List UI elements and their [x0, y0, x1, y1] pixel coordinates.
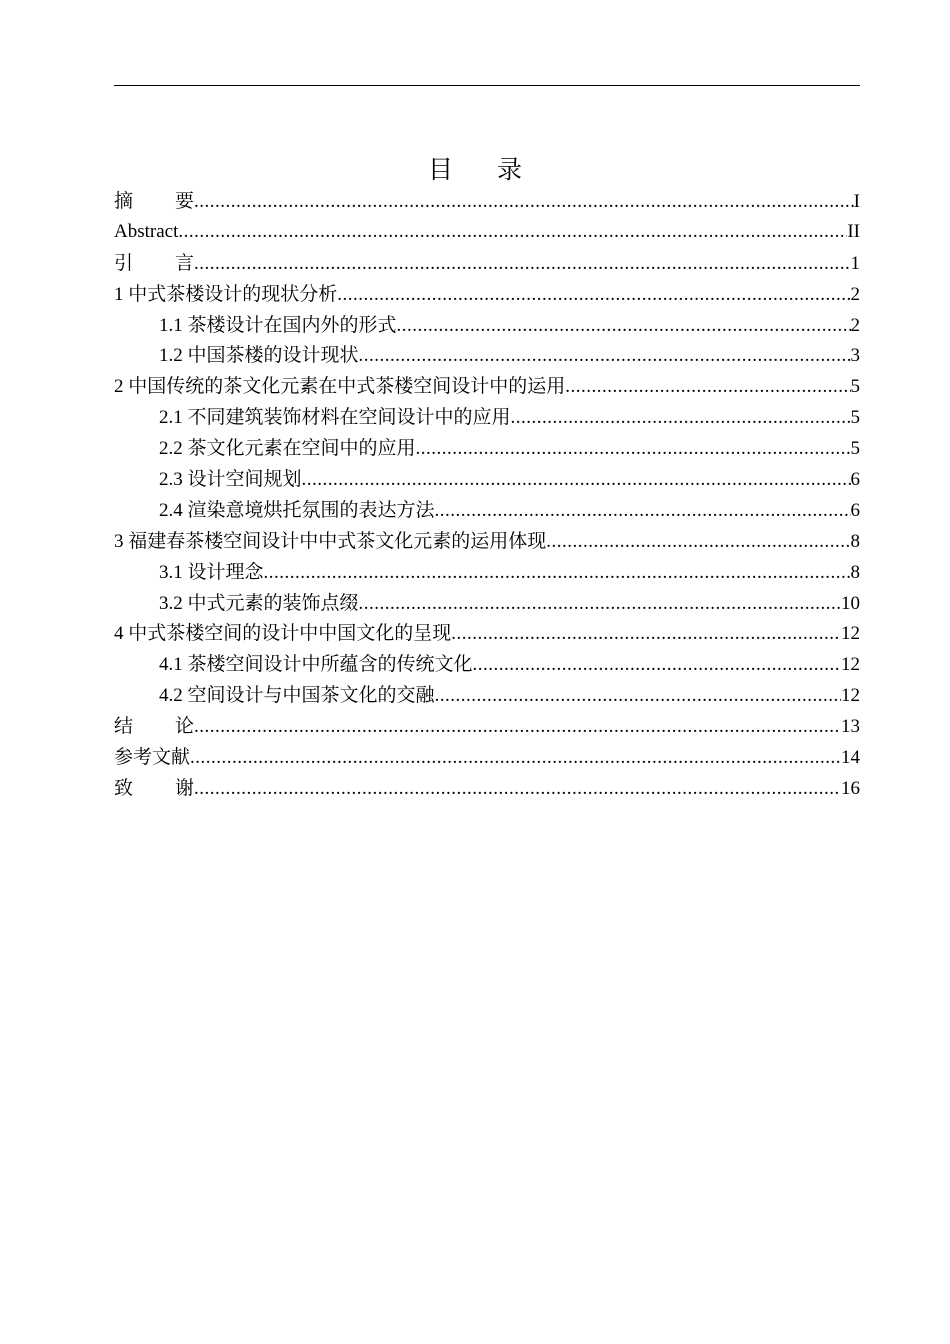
toc-entry-text: 中式元素的装饰点缀 — [187, 591, 359, 614]
toc-entry[interactable] — [114, 248, 860, 279]
toc-entry-text: 不同建筑装饰材料在空间设计中的应用 — [187, 406, 511, 429]
toc-entry-text: 摘 — [114, 190, 134, 212]
toc-entry[interactable] — [114, 340, 860, 371]
toc-entry[interactable] — [114, 186, 860, 217]
toc-entry-label — [114, 279, 337, 310]
toc-entry-text: 参考文献 — [114, 746, 191, 769]
toc-page-number: 8 — [850, 530, 860, 552]
toc-entry-text: 中式茶楼设计的现状分析 — [128, 282, 338, 305]
toc-entry-text: 茶楼空间设计中所蕴含的传统文化 — [187, 653, 473, 676]
toc-entry[interactable] — [114, 680, 860, 711]
toc-page-number: I — [853, 191, 860, 212]
toc-dot-leader — [178, 217, 847, 248]
toc-entry-number: 1.2 — [159, 345, 188, 367]
toc-entry-label — [159, 588, 359, 619]
toc-entry-text: 结 — [114, 715, 134, 738]
toc-entry[interactable] — [114, 495, 860, 526]
toc-page-number: 12 — [841, 654, 860, 676]
toc-entry-label — [114, 186, 194, 217]
toc-entry-number: 2.2 — [159, 438, 188, 460]
toc-entry-text-2: 论 — [175, 715, 195, 738]
toc-title-char-1: 目 — [427, 155, 453, 184]
toc-dot-leader — [337, 280, 850, 310]
toc-entry[interactable] — [114, 649, 860, 680]
table-of-contents — [114, 186, 860, 804]
toc-entry-number: 1.1 — [159, 314, 188, 336]
toc-entry-label — [159, 680, 435, 711]
toc-page-number: 5 — [850, 438, 860, 460]
toc-dot-leader — [264, 558, 851, 588]
toc-entry-number: 4.2 — [159, 685, 188, 707]
toc-entry[interactable] — [114, 279, 860, 310]
toc-page-number: 2 — [850, 283, 860, 305]
toc-entry-number: 2 — [114, 376, 129, 398]
toc-entry-text: 中国茶楼的设计现状 — [187, 344, 359, 367]
toc-entry-label — [159, 495, 435, 526]
toc-entry-label — [114, 773, 194, 804]
toc-entry-label — [159, 464, 302, 495]
toc-entry[interactable] — [114, 217, 860, 248]
toc-title — [0, 150, 950, 190]
toc-page-number: 16 — [841, 777, 860, 799]
toc-entry-text-2: 要 — [175, 190, 195, 212]
toc-entry-label — [114, 217, 178, 248]
toc-page-number: 2 — [850, 314, 860, 336]
toc-entry-label — [114, 742, 190, 773]
toc-entry[interactable] — [114, 433, 860, 464]
toc-dot-leader — [511, 403, 851, 433]
toc-entry-label — [114, 711, 194, 742]
toc-entry[interactable] — [114, 371, 860, 402]
toc-page-number: II — [847, 220, 860, 242]
toc-page-number: 6 — [850, 499, 860, 521]
toc-page-number: 8 — [850, 561, 860, 583]
toc-page-number: 5 — [850, 407, 860, 429]
toc-entry-text-2: 言 — [175, 251, 195, 274]
toc-entry-label — [159, 433, 416, 464]
toc-entry-text: 中国传统的茶文化元素在中式茶楼空间设计中的运用 — [128, 375, 566, 398]
toc-entry[interactable] — [114, 618, 860, 649]
toc-entry-label — [159, 649, 473, 680]
toc-entry-text: 茶文化元素在空间中的应用 — [187, 437, 416, 460]
toc-entry-label — [159, 310, 397, 341]
toc-entry[interactable] — [114, 310, 860, 341]
toc-dot-leader — [302, 465, 851, 495]
toc-entry[interactable] — [114, 557, 860, 588]
toc-page-number: 6 — [850, 469, 860, 491]
toc-entry[interactable] — [114, 711, 860, 742]
toc-entry-text: 渲染意境烘托氛围的表达方法 — [187, 498, 435, 521]
toc-dot-leader — [451, 619, 841, 649]
toc-entry-number: 2.1 — [159, 407, 188, 429]
toc-page-number: 3 — [850, 345, 860, 367]
toc-entry-text: 设计空间规划 — [187, 468, 302, 491]
toc-dot-leader — [473, 650, 841, 680]
toc-entry-text: 中式茶楼空间的设计中中国文化的呈现 — [128, 622, 452, 645]
toc-page-number: 1 — [850, 252, 860, 274]
toc-dot-leader — [194, 712, 841, 742]
toc-dot-leader — [435, 496, 851, 526]
toc-entry-label — [159, 340, 359, 371]
toc-entry-text: 福建春茶楼空间设计中中式茶文化元素的运用体现 — [128, 529, 547, 552]
toc-dot-leader — [546, 527, 850, 557]
toc-entry-number: 3.1 — [159, 561, 188, 583]
toc-entry-number: 2.4 — [159, 499, 188, 521]
toc-entry-label — [114, 371, 565, 402]
toc-dot-leader — [397, 311, 851, 341]
toc-entry-number: 4.1 — [159, 654, 188, 676]
toc-dot-leader — [435, 681, 841, 711]
toc-entry[interactable] — [114, 742, 860, 773]
toc-page-number: 5 — [850, 376, 860, 398]
toc-page-number: 13 — [841, 716, 860, 738]
toc-dot-leader — [194, 249, 850, 279]
toc-entry-number: 4 — [114, 623, 129, 645]
toc-dot-leader — [359, 341, 851, 371]
toc-entry-text: 引 — [114, 251, 134, 274]
toc-entry-label — [114, 248, 194, 279]
toc-dot-leader — [359, 589, 841, 619]
toc-page-number: 12 — [841, 623, 860, 645]
toc-entry[interactable] — [114, 588, 860, 619]
toc-entry[interactable] — [114, 402, 860, 433]
toc-entry-number: Abstract — [114, 220, 179, 242]
toc-title-char-2: 录 — [497, 155, 523, 184]
toc-dot-leader — [194, 187, 854, 217]
toc-page-number: 12 — [841, 685, 860, 707]
toc-entry-number: 3 — [114, 530, 129, 552]
toc-entry-text: 设计理念 — [187, 560, 264, 583]
toc-dot-leader — [416, 434, 851, 464]
toc-entry[interactable] — [114, 464, 860, 495]
header-rule — [114, 85, 860, 86]
toc-entry-label — [114, 618, 451, 649]
toc-entry-number: 2.3 — [159, 469, 188, 491]
toc-dot-leader — [190, 743, 841, 773]
toc-page-number: 14 — [841, 747, 860, 769]
toc-entry-text: 空间设计与中国茶文化的交融 — [187, 684, 435, 707]
toc-entry-label — [114, 526, 546, 557]
toc-entry[interactable] — [114, 526, 860, 557]
toc-entry-text-2: 谢 — [175, 776, 195, 799]
toc-entry-label — [159, 402, 511, 433]
toc-entry-number: 3.2 — [159, 592, 188, 614]
toc-entry-text: 茶楼设计在国内外的形式 — [187, 313, 397, 336]
toc-page-number: 10 — [841, 592, 860, 614]
toc-dot-leader — [194, 774, 841, 804]
toc-dot-leader — [565, 372, 850, 402]
toc-entry-number: 1 — [114, 283, 129, 305]
toc-entry[interactable] — [114, 773, 860, 804]
toc-entry-text: 致 — [114, 776, 134, 799]
toc-entry-label — [159, 557, 264, 588]
